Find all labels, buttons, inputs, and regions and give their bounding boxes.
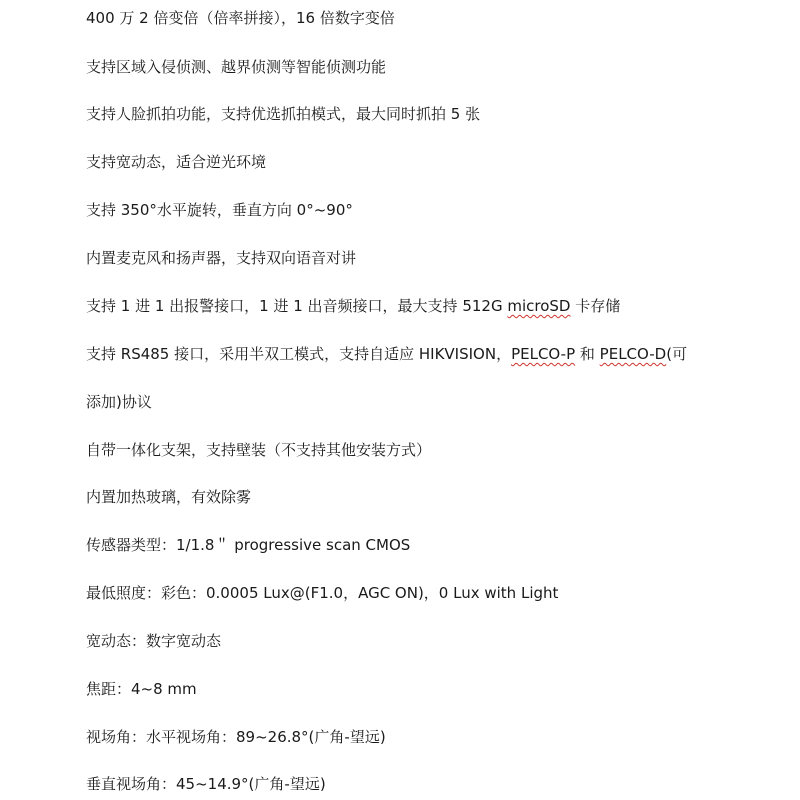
spec-line-rs485 bbox=[86, 344, 770, 364]
spec-text: 支持 RS485 接口，采用半双工模式，支持自适应 HIKVISION， bbox=[86, 345, 512, 363]
spec-line-heating-glass: 内置加热玻璃，有效除雾 bbox=[86, 488, 252, 506]
spec-line-zoom: 400 万 2 倍变倍（倍率拼接），16 倍数字变倍 bbox=[86, 9, 395, 27]
spec-line-sensor-type: 传感器类型：1/1.8＂ progressive scan CMOS bbox=[86, 536, 411, 554]
spec-line-wdr-type: 宽动态：数字宽动态 bbox=[86, 632, 222, 650]
spec-text: 卡存储 bbox=[570, 297, 621, 315]
spellcheck-flagged-word: PELCO-D bbox=[599, 345, 667, 363]
spellcheck-flagged-word: PELCO-P bbox=[511, 345, 576, 363]
spec-line-bracket: 自带一体化支架，支持壁装（不支持其他安装方式） bbox=[86, 441, 432, 459]
spec-text: 支持 1 进 1 出报警接口，1 进 1 出音频接口，最大支持 512G bbox=[86, 297, 508, 315]
spec-line-rs485-continued: 添加)协议 bbox=[86, 393, 152, 411]
spec-text: (可 bbox=[666, 345, 688, 363]
spec-line-focal-length: 焦距：4~8 mm bbox=[86, 680, 197, 698]
spec-line-face-capture: 支持人脸抓拍功能，支持优选抓拍模式，最大同时抓拍 5 张 bbox=[86, 105, 481, 123]
spec-text: 和 bbox=[575, 345, 600, 363]
spec-line-horizontal-fov: 视场角：水平视场角：89~26.8°(广角-望远) bbox=[86, 728, 386, 746]
spec-line-vertical-fov: 垂直视场角：45~14.9°(广角-望远) bbox=[86, 775, 326, 793]
spec-line-audio-talk: 内置麦克风和扬声器，支持双向语音对讲 bbox=[86, 249, 357, 267]
spec-line-alarm-storage bbox=[86, 296, 770, 316]
spec-line-wdr: 支持宽动态，适合逆光环境 bbox=[86, 153, 267, 171]
spec-line-min-illumination: 最低照度：彩色：0.0005 Lux@(F1.0，AGC ON)，0 Lux with Light bbox=[86, 584, 559, 602]
spec-line-intrusion-detection: 支持区域入侵侦测、越界侦测等智能侦测功能 bbox=[86, 58, 387, 76]
spellcheck-flagged-word: microSD bbox=[507, 297, 571, 315]
spec-line-rotation: 支持 350°水平旋转，垂直方向 0°~90° bbox=[86, 201, 353, 219]
